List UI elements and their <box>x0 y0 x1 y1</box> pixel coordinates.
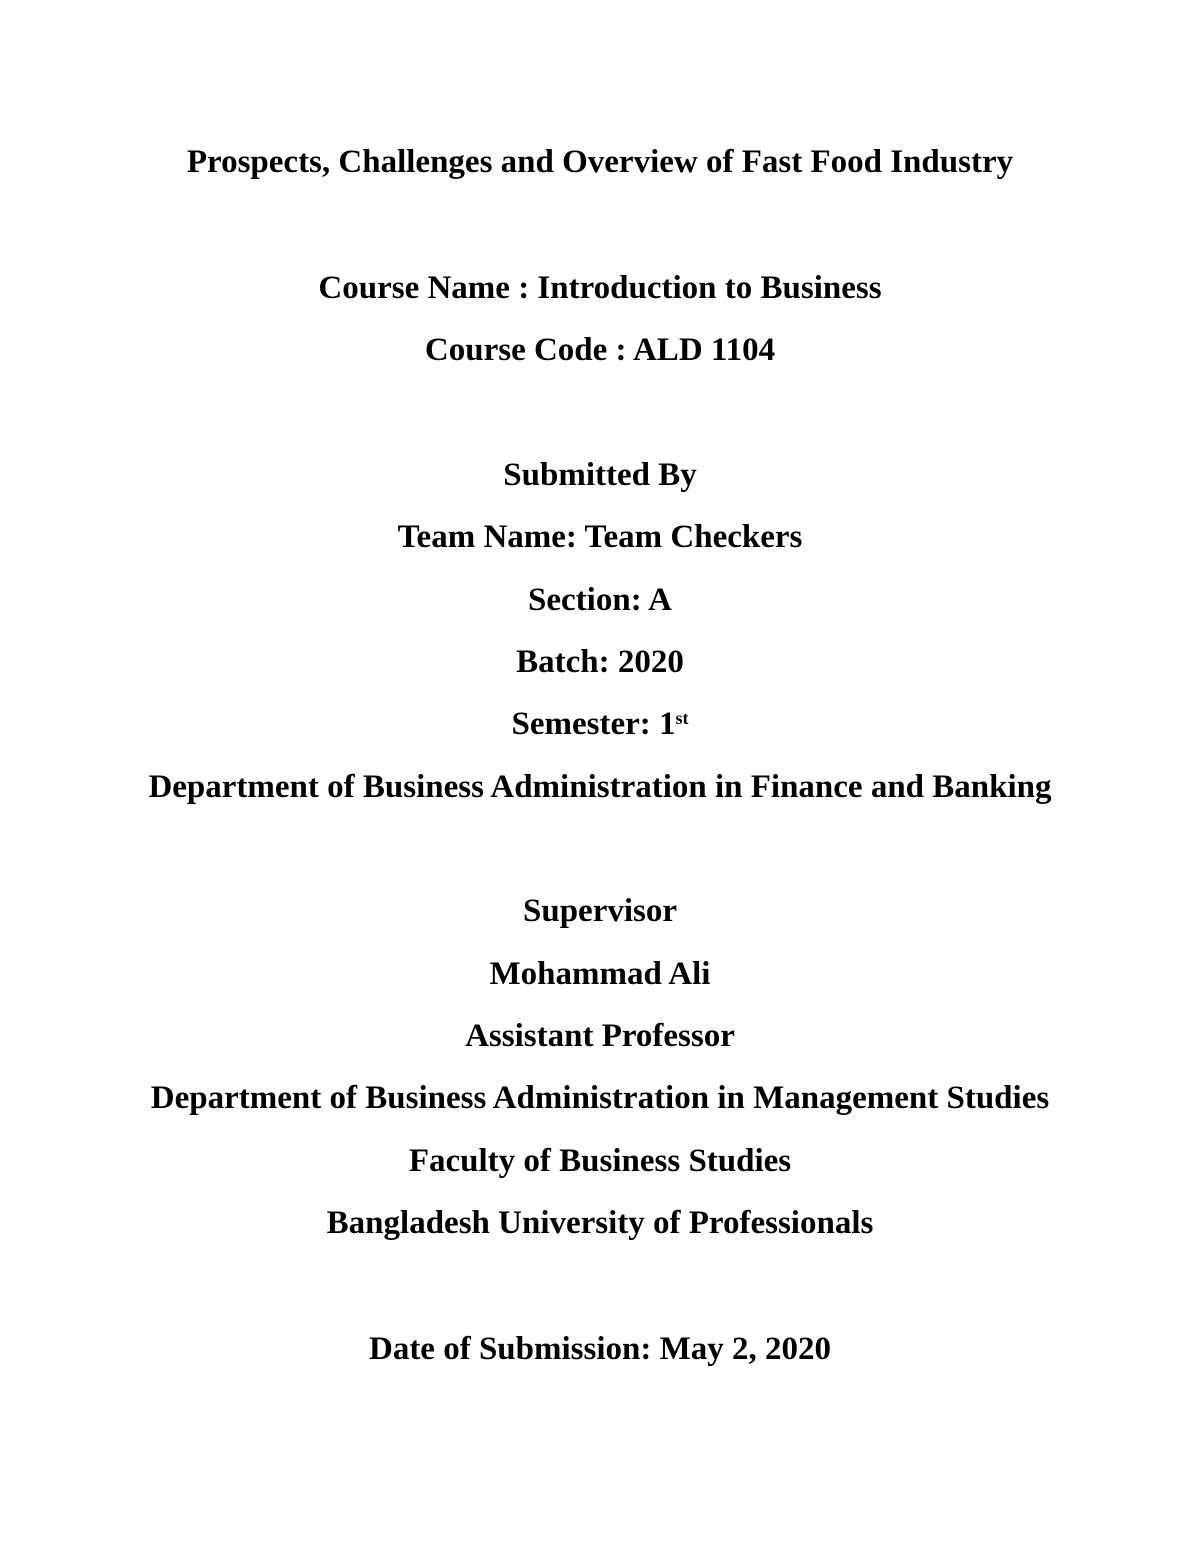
submission-date: Date of Submission: May 2, 2020 <box>368 1331 832 1367</box>
supervisor-department: Department of Business Administration in Management Studies <box>150 1080 1050 1116</box>
university: Bangladesh University of Professionals <box>326 1205 874 1241</box>
semester-ordinal: st <box>675 708 689 728</box>
faculty: Faculty of Business Studies <box>408 1143 792 1179</box>
student-department: Department of Business Administration in Finance and Banking <box>148 769 1052 805</box>
submitted-by-heading: Submitted By <box>503 457 697 493</box>
semester <box>0 704 1200 744</box>
supervisor-name: Mohammad Ali <box>489 956 711 992</box>
course-name: Course Name : Introduction to Business <box>318 270 882 306</box>
document-title: Prospects, Challenges and Overview of Fast Food Industry <box>186 144 1014 180</box>
supervisor-heading: Supervisor <box>522 893 677 929</box>
batch: Batch: 2020 <box>516 644 684 680</box>
section: Section: A <box>528 582 672 618</box>
course-code: Course Code : ALD 1104 <box>424 332 776 368</box>
supervisor-designation: Assistant Professor <box>465 1018 735 1054</box>
team-name: Team Name: Team Checkers <box>397 519 803 555</box>
semester-text: Semester: 1 <box>511 706 676 742</box>
